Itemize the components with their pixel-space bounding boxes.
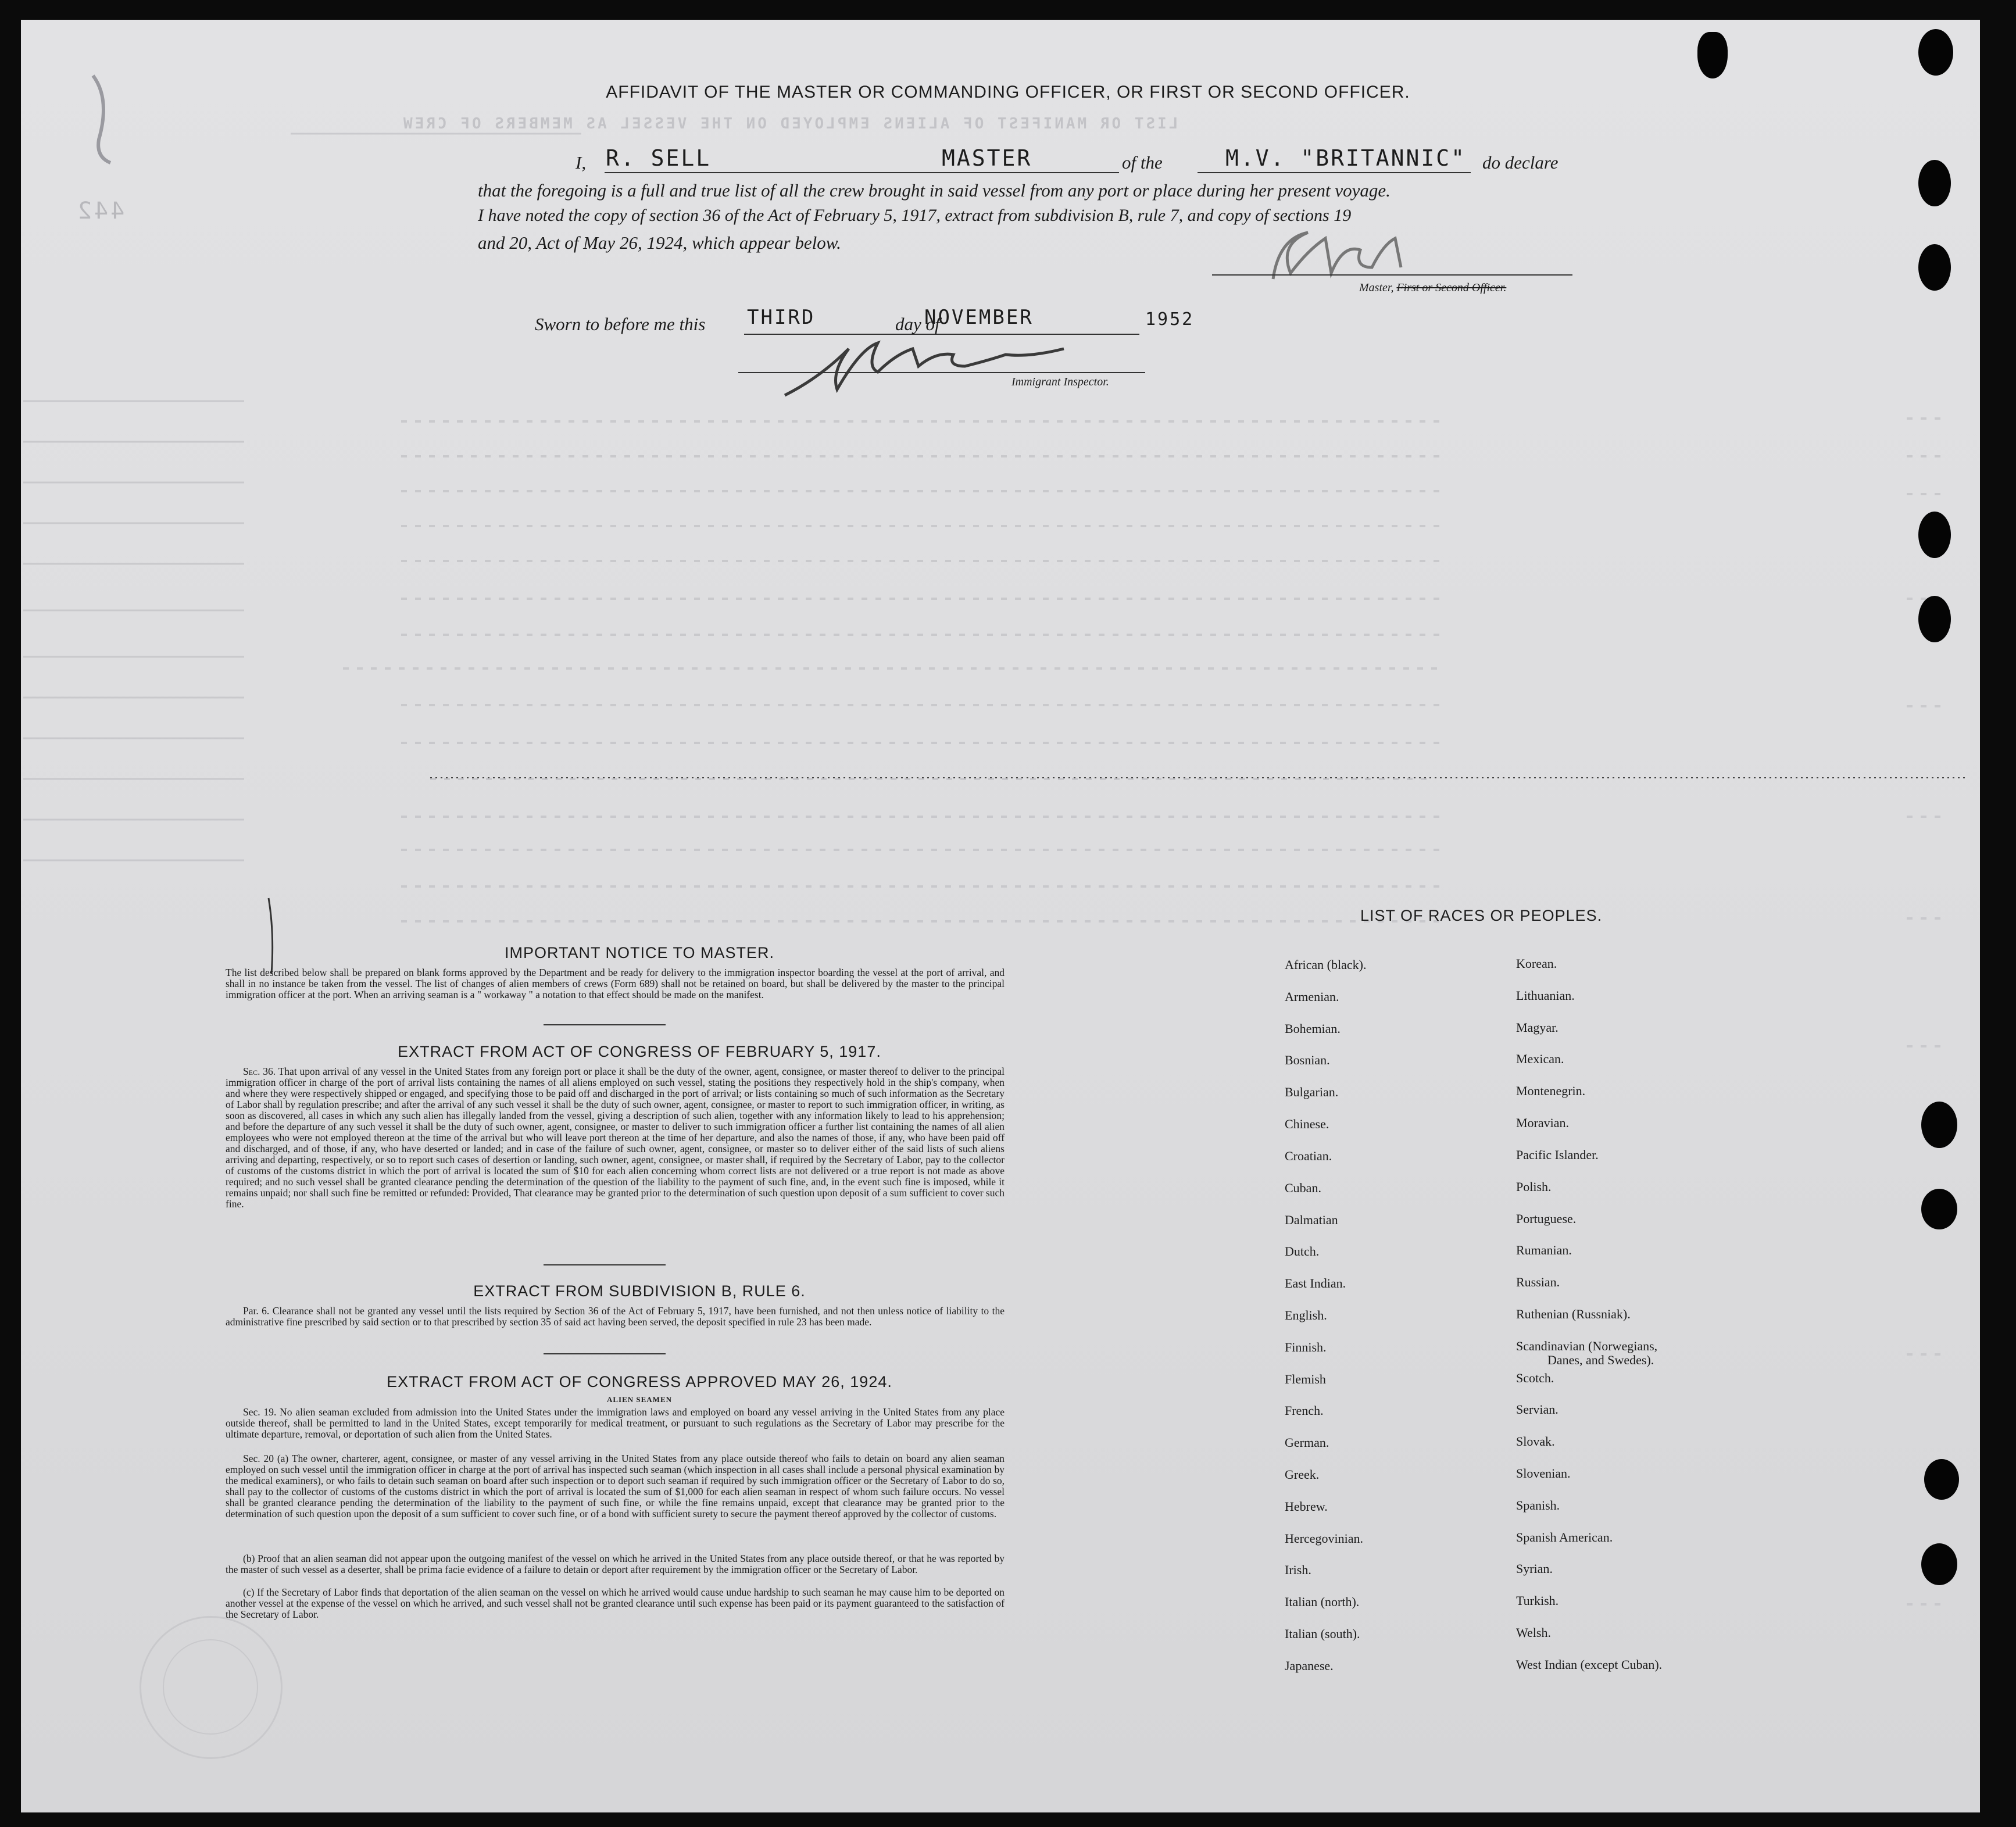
race-item: Russian. xyxy=(1516,1275,1560,1289)
sec20a-text: Sec. 20 (a) The owner, charterer, agent, consignee, or master of any vessel arriving in the United States from any place outside thereof who fails to detain on board any alien seaman employed on such vessel until the immigration officer in charge at the port of arrival has inspected such seaman (which inspection in all cases shall include a personal physical examination by the medical examiners), or who fails to detain such seaman on board after such inspection or to deport such seaman if required by such immigration officer or the Secretary of Labor to do so, shall pay to the collector of customs of the customs district in which the port of arrival is located the sum of $1,000 for each alien seaman in respect of whom such failure occurs. No vessel shall be granted clearance pending the determination of the liability to the payment of such fine, or while the fine remains unpaid, except that clearance may be granted prior to the determination of such question upon the deposit of a sum sufficient to cover such fine, or of a bond with sufficient surety to secure the payment thereof approved by the collector of customs. xyxy=(226,1453,1005,1519)
bleed-through-seal-inner xyxy=(163,1639,258,1735)
race-item: Bulgarian. xyxy=(1285,1085,1339,1099)
sec20b-text: (b) Proof that an alien seaman did not appear upon the outgoing manifest of the vessel on which he arrived in the United States from any place outside thereof, or that he was reported by the master of such vessel as a deserter, shall be prima facie evidence of a failure to detain or deport after requirement by the immigration officer or the Secretary of Labor. xyxy=(226,1553,1005,1575)
race-item: Turkish. xyxy=(1516,1593,1559,1608)
extract-1924-title: EXTRACT FROM ACT OF CONGRESS APPROVED MAY 26, 1924. xyxy=(387,1373,892,1390)
sworn-day-of: day of xyxy=(895,314,940,334)
race-item: Flemish xyxy=(1285,1372,1326,1386)
race-item: Finnish. xyxy=(1285,1340,1327,1354)
sec36-label: Sec. 36. xyxy=(243,1066,276,1077)
declarant-prefix: I, xyxy=(576,152,587,173)
sworn-day: THIRD xyxy=(747,306,816,329)
race-item: Bohemian. xyxy=(1285,1021,1341,1036)
race-item: Italian (south). xyxy=(1285,1626,1360,1641)
race-item: Ruthenian (Russniak). xyxy=(1516,1307,1631,1321)
race-item: Spanish American. xyxy=(1516,1530,1613,1544)
inspector-underline xyxy=(738,372,1145,373)
race-item: Pacific Islander. xyxy=(1516,1147,1599,1162)
name-underline xyxy=(605,172,1119,173)
race-item: Bosnian. xyxy=(1285,1053,1330,1067)
race-item: Japanese. xyxy=(1285,1658,1334,1673)
race-item: Mexican. xyxy=(1516,1052,1564,1066)
race-item-continuation: Danes, and Swedes). xyxy=(1547,1353,1654,1367)
race-item: Italian (north). xyxy=(1285,1594,1360,1609)
race-item: Spanish. xyxy=(1516,1498,1560,1513)
race-item: Armenian. xyxy=(1285,989,1339,1004)
sworn-prefix: Sworn to before me this xyxy=(535,314,706,334)
notice-separator xyxy=(544,1024,666,1025)
punch-hole xyxy=(1921,1102,1957,1148)
master-signature-line xyxy=(1212,274,1572,276)
declaration-line-3: I have noted the copy of section 36 of the Act of February 5, 1917, extract from subdivision B, rule 7, and copy of sections 19 xyxy=(478,206,1352,225)
extract-1917-text xyxy=(226,1066,1005,1210)
punch-hole xyxy=(1921,1543,1957,1585)
declaration-line-4: and 20, Act of May 26, 1924, which appear below. xyxy=(478,233,841,253)
race-item: Magyar. xyxy=(1516,1020,1559,1035)
punch-hole xyxy=(1697,32,1728,78)
master-caption-label: Master, xyxy=(1359,281,1394,294)
declaration-line-2: that the foregoing is a full and true list of all the crew brought in said vessel from any port or place during her present voyage. xyxy=(478,180,1391,201)
struck-officer-caption: First or Second Officer. xyxy=(1396,281,1507,294)
race-item: English. xyxy=(1285,1308,1327,1322)
bleed-through-page-mark: 442 xyxy=(76,198,125,224)
race-item: Welsh. xyxy=(1516,1625,1551,1640)
of-the-label: of the xyxy=(1122,152,1163,173)
affidavit-title: AFFIDAVIT OF THE MASTER OR COMMANDING OFFICER, OR FIRST OR SECOND OFFICER. xyxy=(606,83,1410,102)
extract-1917-separator xyxy=(544,1264,666,1265)
inspector-caption: Immigrant Inspector. xyxy=(1011,376,1109,388)
extract-rule6-separator xyxy=(544,1353,666,1354)
race-item: Korean. xyxy=(1516,956,1557,971)
race-item: Cuban. xyxy=(1285,1181,1321,1195)
race-item: Dutch. xyxy=(1285,1244,1320,1258)
race-item: Montenegrin. xyxy=(1516,1084,1586,1098)
race-item: Chinese. xyxy=(1285,1117,1329,1131)
sworn-year: 1952 xyxy=(1145,309,1195,330)
race-item: Scandinavian (Norwegians, xyxy=(1516,1339,1658,1353)
race-item: Syrian. xyxy=(1516,1561,1553,1576)
race-item: Croatian. xyxy=(1285,1149,1332,1163)
punch-hole xyxy=(1918,160,1951,206)
race-item: Hercegovinian. xyxy=(1285,1531,1363,1546)
notice-text: The list described below shall be prepared on blank forms approved by the Department and be ready for delivery to the immigration inspector boarding the vessel at the port of arrival, and shall in no instance be taken from the vessel. The list of changes of alien members of crews (Form 689) shall not be retained on board, but shall be delivered by the master to the principal immigration officer at the port. When an arriving seaman is a " workaway " a notation to that effect should be made on the manifest. xyxy=(226,967,1005,1000)
punch-hole xyxy=(1918,596,1951,642)
sec20c-text: (c) If the Secretary of Labor finds that deportation of the alien seaman on the vessel on which he arrived would cause undue hardship to such seaman he may cause him to be deported on another vessel at the expense of the vessel on which he arrived, and such vessel shall not be granted clearance until such expense has been paid or its payment guaranteed to the satisfaction of the Secretary of Labor. xyxy=(226,1586,1005,1620)
race-item: Irish. xyxy=(1285,1563,1311,1577)
sec19-text: Sec. 19. No alien seaman excluded from admission into the United States under the immigration laws and employed on board any vessel arriving in the United States from any place outside thereof, shall be permitted to land in the United States, except temporarily for medical treatment, or pursuant to such regulations as the Secretary of Labor may prescribe for the ultimate departure, removal, or deportation of such alien from the United States. xyxy=(226,1406,1005,1440)
race-item: East Indian. xyxy=(1285,1276,1346,1290)
extract-1917-title: EXTRACT FROM ACT OF CONGRESS OF FEBRUARY 5, 1917. xyxy=(398,1043,881,1060)
race-item: African (black). xyxy=(1285,957,1367,972)
master-caption xyxy=(1359,281,1506,295)
punch-hole xyxy=(1918,29,1953,76)
do-declare-label: do declare xyxy=(1482,152,1559,173)
bleed-through-header: LIST OR MANIFEST OF ALIENS EMPLOYED ON THE VESSEL AS MEMBERS OF CREW xyxy=(401,115,1178,133)
vessel-underline xyxy=(1198,172,1471,173)
alien-seamen-subtitle: ALIEN SEAMEN xyxy=(606,1395,673,1404)
inspector-signature xyxy=(779,326,1139,401)
punch-hole xyxy=(1918,512,1951,558)
sworn-month: NOVEMBER xyxy=(924,306,1034,329)
race-item: French. xyxy=(1285,1403,1324,1418)
declarant-rank: MASTER xyxy=(942,145,1032,171)
race-item: West Indian (except Cuban). xyxy=(1516,1657,1663,1672)
race-item: Hebrew. xyxy=(1285,1499,1328,1514)
notice-title: IMPORTANT NOTICE TO MASTER. xyxy=(504,944,775,961)
race-item: Scotch. xyxy=(1516,1371,1554,1385)
race-item: Lithuanian. xyxy=(1516,988,1575,1003)
extract-rule6-text: Par. 6. Clearance shall not be granted any vessel until the lists required by Section 36 of the Act of February 5, 1917, have been furnished, and not then unless notice of liability to the administrative fine prescribed by said section or to that prescribed by section 35 of said act having been served, the deposit specified in rule 23 has been made. xyxy=(226,1305,1005,1328)
race-item: Portuguese. xyxy=(1516,1211,1577,1226)
sec36-text: That upon arrival of any vessel in the United States from any foreign port or place it shall be the duty of the owner, agent, consignee, or master thereof to deliver to the principal immigration officer in charge of the port of arrival lists containing the names of all aliens employed on such vessel, stating the positions they respectively hold in the ship's company, when and where they were respectively shipped or engaged, and specifying those to be paid off and discharged in the port of arrival; or lists containing so much of such information as the Secretary of Labor shall by regulation prescribe; and after the arrival of any such vessel it shall be the duty of such owner, agent, consignee, or master to report to such immigration officer, in writing, as soon as discovered, all cases in which any such alien has illegally landed from the vessel, giving a description of such alien, together with any information likely to lead to his apprehension; and before the departure of any such vessel it shall be the duty of such owner, agent, consignee, or master to deliver to such immigration officer a further list containing the names of all alien employees who were not employed thereon at the time of the arrival but who will leave port thereon at the time of her departure, and also the names of those, if any, who have been paid off and discharged, and of those, if any, who have deserted or landed; and in case of the failure of such owner, agent, consignee, or master so to deliver either of the said lists of such aliens arriving and departing, respectively, or so to report such cases of desertion or landing, such owner, agent, consignee, or master shall, if required by the Secretary of Labor, pay to the collector of customs of the customs district in which the port of arrival is located the sum of $10 for each alien concerning whom correct lists are not delivered or a true report is not made as above required; and no such vessel shall be granted clearance pending the determination of the question of the liability to the payment of such fine, and, in the event such fine is imposed, while it remains unpaid; nor shall such fine be remitted or refunded: Provided, That clearance may be granted prior to the determination of such question upon deposit of a sum sufficient to cover such fine. xyxy=(226,1066,1005,1210)
race-item: Slovak. xyxy=(1516,1434,1555,1449)
race-item: Greek. xyxy=(1285,1467,1320,1482)
race-item: Polish. xyxy=(1516,1179,1552,1194)
punch-hole xyxy=(1924,1459,1959,1500)
race-item: Dalmatian xyxy=(1285,1213,1338,1227)
race-item: Slovenian. xyxy=(1516,1466,1571,1481)
punch-hole xyxy=(1921,1189,1957,1229)
extract-rule6-title: EXTRACT FROM SUBDIVISION B, RULE 6. xyxy=(473,1282,806,1300)
race-item: German. xyxy=(1285,1435,1329,1450)
race-item: Moravian. xyxy=(1516,1115,1570,1130)
declarant-name: R. SELL xyxy=(606,145,712,171)
vessel-name: M.V. "BRITANNIC" xyxy=(1225,145,1467,171)
races-title: LIST OF RACES OR PEOPLES. xyxy=(1360,907,1603,924)
race-item: Servian. xyxy=(1516,1402,1559,1417)
punch-hole xyxy=(1918,244,1951,291)
race-item: Rumanian. xyxy=(1516,1243,1572,1257)
